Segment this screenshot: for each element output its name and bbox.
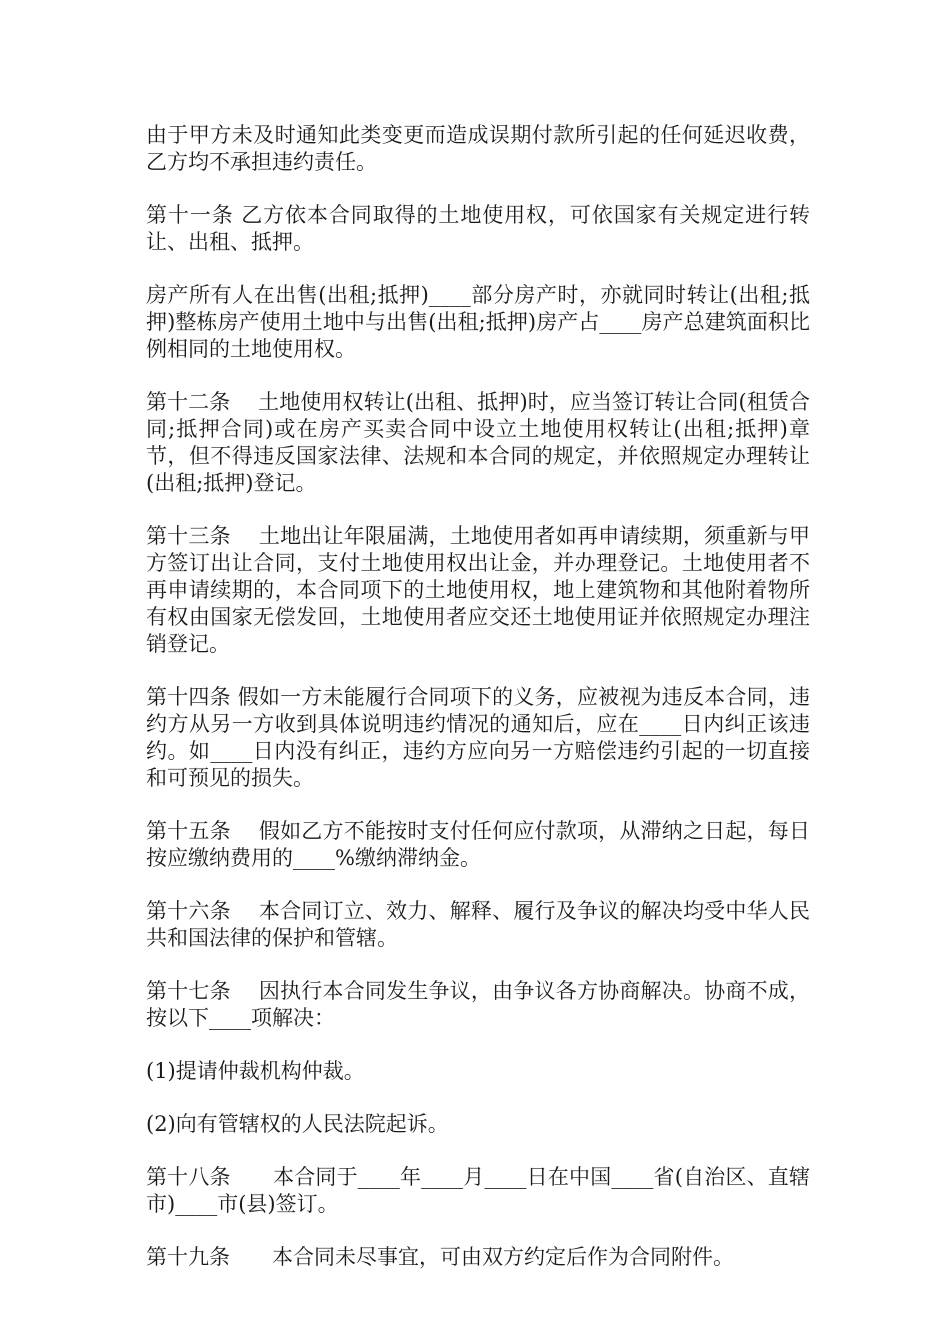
paragraph-article-15: 第十五条 假如乙方不能按时支付任何应付款项，从滞纳之日起，每日按应缴纳费用的____%缴纳滞纳金。 [146,819,810,870]
paragraph-delay-fee: 由于甲方未及时通知此类变更而造成误期付款所引起的任何延迟收费，乙方均不承担违约责任。 [146,123,810,174]
paragraph-option-1: (1)提请仲裁机构仲裁。 [146,1059,365,1083]
document-body [146,122,810,1297]
paragraph-article-12: 第十二条 土地使用权转让(出租、抵押)时，应当签订转让合同(租赁合同;抵押合同)或在房产买卖合同中设立土地使用权转让(出租;抵押)章节，但不得违反国家法律、法规和本合同的规定，并依照规定办理转让(出租;抵押)登记。 [146,390,810,495]
paragraph-option-2: (2)向有管辖权的人民法院起诉。 [146,1112,449,1136]
paragraph-article-13: 第十三条 土地出让年限届满，土地使用者如再申请续期，须重新与甲方签订出让合同，支付土地使用权出让金，并办理登记。土地使用者不再申请续期的，本合同项下的土地使用权，地上建筑物和其他附着物所有权由国家无偿发回，土地使用者应交还土地使用证并依照规定办理注销登记。 [146,524,810,656]
paragraph-article-19: 第十九条 本合同未尽事宜，可由双方约定后作为合同附件。 [146,1245,734,1269]
paragraph-article-14: 第十四条 假如一方未能履行合同项下的义务，应被视为违反本合同，违约方从另一方收到具体说明违约情况的通知后，应在____日内纠正该违约。如____日内没有纠正，违约方应向另一方赔偿违约引起的一切直接和可预见的损失。 [146,685,810,790]
paragraph-property-transfer: 房产所有人在出售(出租;抵押)____部分房产时，亦就同时转让(出租;抵押)整栋房产使用土地中与出售(出租;抵押)房产占____房产总建筑面积比例相同的土地使用权。 [146,283,810,361]
paragraph-article-18: 第十八条 本合同于____年____月____日在中国____省(自治区、直辖市)____市(县)签订。 [146,1165,810,1216]
paragraph-article-16: 第十六条 本合同订立、效力、解释、履行及争议的解决均受中华人民共和国法律的保护和管辖。 [146,899,810,950]
paragraph-article-11: 第十一条 乙方依本合同取得的土地使用权，可依国家有关规定进行转让、出租、抵押。 [146,203,810,254]
paragraph-article-17: 第十七条 因执行本合同发生争议，由争议各方协商解决。协商不成，按以下____项解决： [146,979,810,1030]
